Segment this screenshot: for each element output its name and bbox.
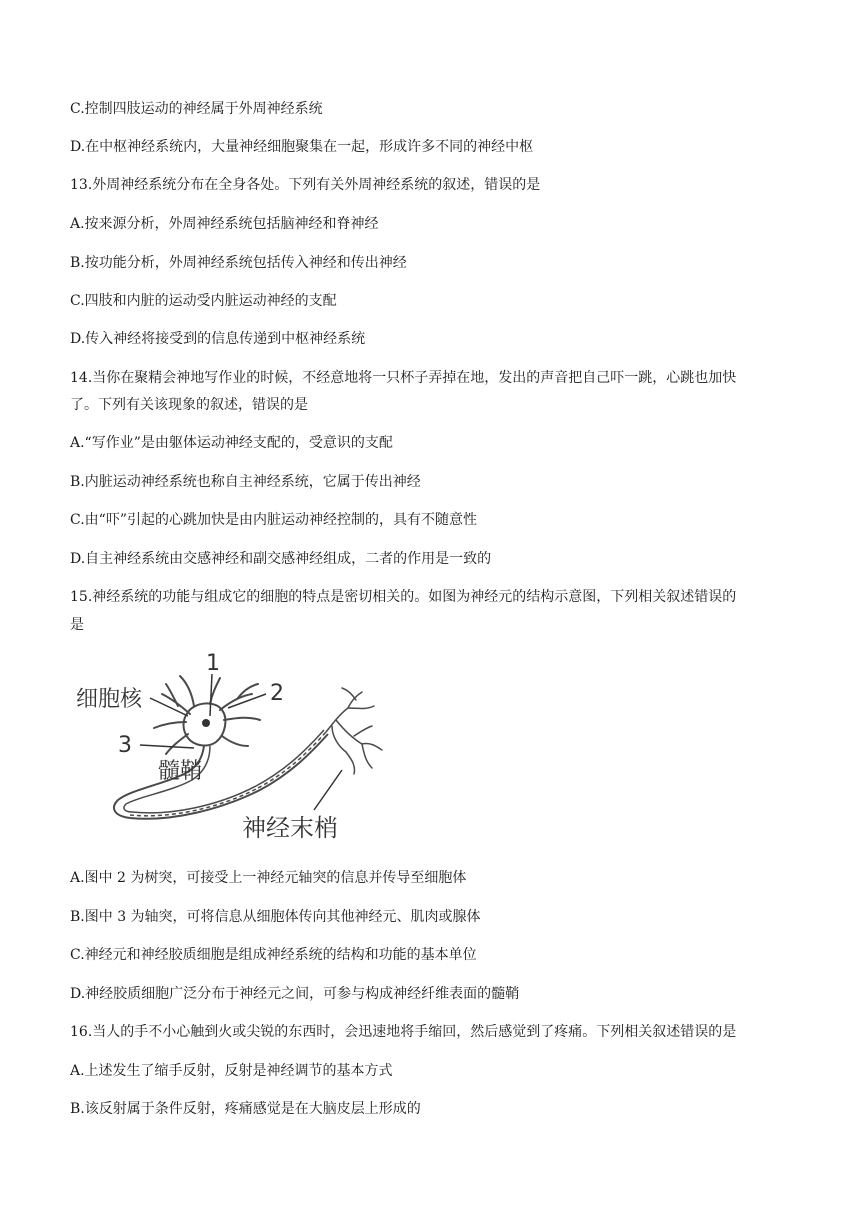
question-15-stem-line-1: 15.神经系统的功能与组成它的细胞的特点是密切相关的。如图为神经元的结构示意图，下列相关叙述错误的 (70, 589, 737, 605)
neuron-nucleus (202, 719, 210, 727)
option-13d: D.传入神经将接受到的信息传递到中枢神经系统 (70, 331, 366, 347)
question-14-stem-line-2: 了。下列有关该现象的叙述，错误的是 (70, 397, 308, 413)
option-12d: D.在中枢神经系统内，大量神经细胞聚集在一起，形成许多不同的神经中枢 (70, 139, 534, 155)
label-2: 2 (270, 681, 284, 706)
option-15d: D.神经胶质细胞广泛分布于神经元之间，可参与构成神经纤维表面的髓鞘 (70, 986, 520, 1002)
label-1: 1 (206, 651, 220, 676)
label-nerve-terminal: 神经末梢 (242, 814, 338, 842)
label-myelin: 髓鞘 (158, 759, 203, 784)
option-13b: B.按功能分析，外周神经系统包括传入神经和传出神经 (70, 255, 407, 271)
neuron-axon (114, 734, 328, 819)
option-12c: C.控制四肢运动的神经属于外周神经系统 (70, 101, 323, 117)
option-15b: B.图中 3 为轴突，可将信息从细胞体传向其他神经元、肌肉或腺体 (70, 909, 481, 925)
label-nucleus: 细胞核 (76, 687, 143, 712)
question-13-stem: 13.外周神经系统分布在全身各处。下列有关外周神经系统的叙述，错误的是 (70, 177, 541, 193)
option-14d: D.自主神经系统由交感神经和副交感神经组成，二者的作用是一致的 (70, 551, 492, 567)
option-13c: C.四肢和内脏的运动受内脏运动神经的支配 (70, 293, 337, 309)
nerve-terminal-branches (326, 688, 382, 774)
neuron-diagram (70, 650, 390, 845)
option-14c: C.由“吓”引起的心跳加快是由内脏运动神经控制的，具有不随意性 (70, 512, 477, 528)
option-16b: B.该反射属于条件反射，疼痛感觉是在大脑皮层上形成的 (70, 1101, 421, 1117)
option-16a: A.上述发生了缩手反射，反射是神经调节的基本方式 (70, 1063, 393, 1079)
option-13a: A.按来源分析，外周神经系统包括脑神经和脊神经 (70, 216, 379, 232)
question-16-stem: 16.当人的手不小心触到火或尖锐的东西时，会迅速地将手缩回，然后感觉到了疼痛。下列相关叙述错误的是 (70, 1024, 737, 1040)
question-15-stem-line-2: 是 (70, 617, 84, 633)
option-14b: B.内脏运动神经系统也称自主神经系统，它属于传出神经 (70, 474, 421, 490)
option-15a: A.图中 2 为树突，可接受上一神经元轴突的信息并传导至细胞体 (70, 870, 467, 886)
question-14-stem-line-1: 14.当你在聚精会神地写作业的时候，不经意地将一只杯子弄掉在地，发出的声音把自己吓一跳，心跳也加快 (70, 370, 737, 386)
label-3: 3 (118, 733, 132, 758)
option-15c: C.神经元和神经胶质细胞是组成神经系统的结构和功能的基本单位 (70, 947, 477, 963)
option-14a: A.“写作业”是由躯体运动神经支配的，受意识的支配 (70, 435, 393, 451)
